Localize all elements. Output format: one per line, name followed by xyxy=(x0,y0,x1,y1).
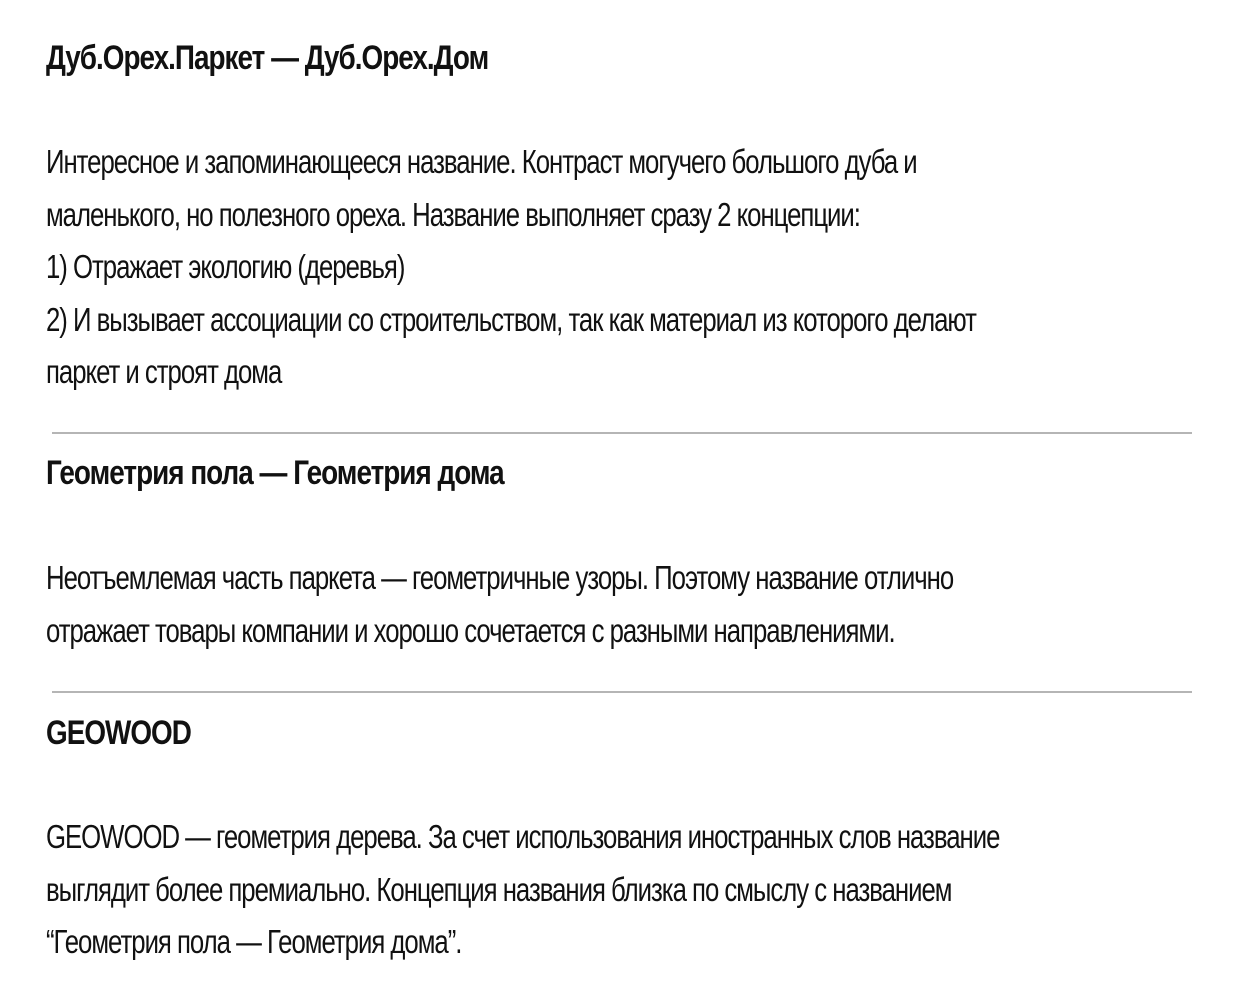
text-line: выглядит более премиально. Концепция названия близка по смыслу с названием xyxy=(46,870,952,908)
section-divider xyxy=(52,691,1192,693)
text-line: отражает товары компании и хорошо сочетается с разными направлениями. xyxy=(46,611,895,649)
text-line: Интересное и запоминающееся название. Контраст могучего большого дуба и xyxy=(46,143,917,180)
text-line: GEOWOOD — геометрия дерева. За счет использования иностранных слов название xyxy=(46,818,1000,855)
text-line: Неотъемлемая часть паркета — геометричные узоры. Поэтому название отлично xyxy=(46,559,954,596)
heading-dub-orekh: Дуб.Орех.Паркет — Дуб.Орех.Дом xyxy=(46,39,489,77)
text-line: 2) И вызывает ассоциации со строительством, так как материал из которого делают xyxy=(46,300,976,338)
text-line: маленького, но полезного ореха. Название выполняет сразу 2 концепции: xyxy=(46,195,860,233)
section-divider xyxy=(52,432,1192,434)
section-title-dub-orekh xyxy=(46,38,1196,78)
heading-geowood: GEOWOOD xyxy=(46,714,191,752)
section-body-geometriya xyxy=(46,552,1196,657)
heading-geometriya: Геометрия пола — Геометрия дома xyxy=(46,454,504,492)
text-line: “Геометрия пола — Геометрия дома”. xyxy=(46,923,462,960)
section-title-geometriya xyxy=(46,453,1196,493)
section-body-dub-orekh xyxy=(46,136,1196,399)
paragraph-geometriya xyxy=(46,552,1185,657)
paragraph-geowood xyxy=(46,811,1185,969)
section-body-geowood xyxy=(46,811,1196,969)
section-title-geowood xyxy=(46,713,1196,753)
text-line: 1) Отражает экологию (деревья) xyxy=(46,248,405,285)
text-line: паркет и строят дома xyxy=(46,353,282,390)
paragraph-dub-orekh xyxy=(46,136,1185,399)
